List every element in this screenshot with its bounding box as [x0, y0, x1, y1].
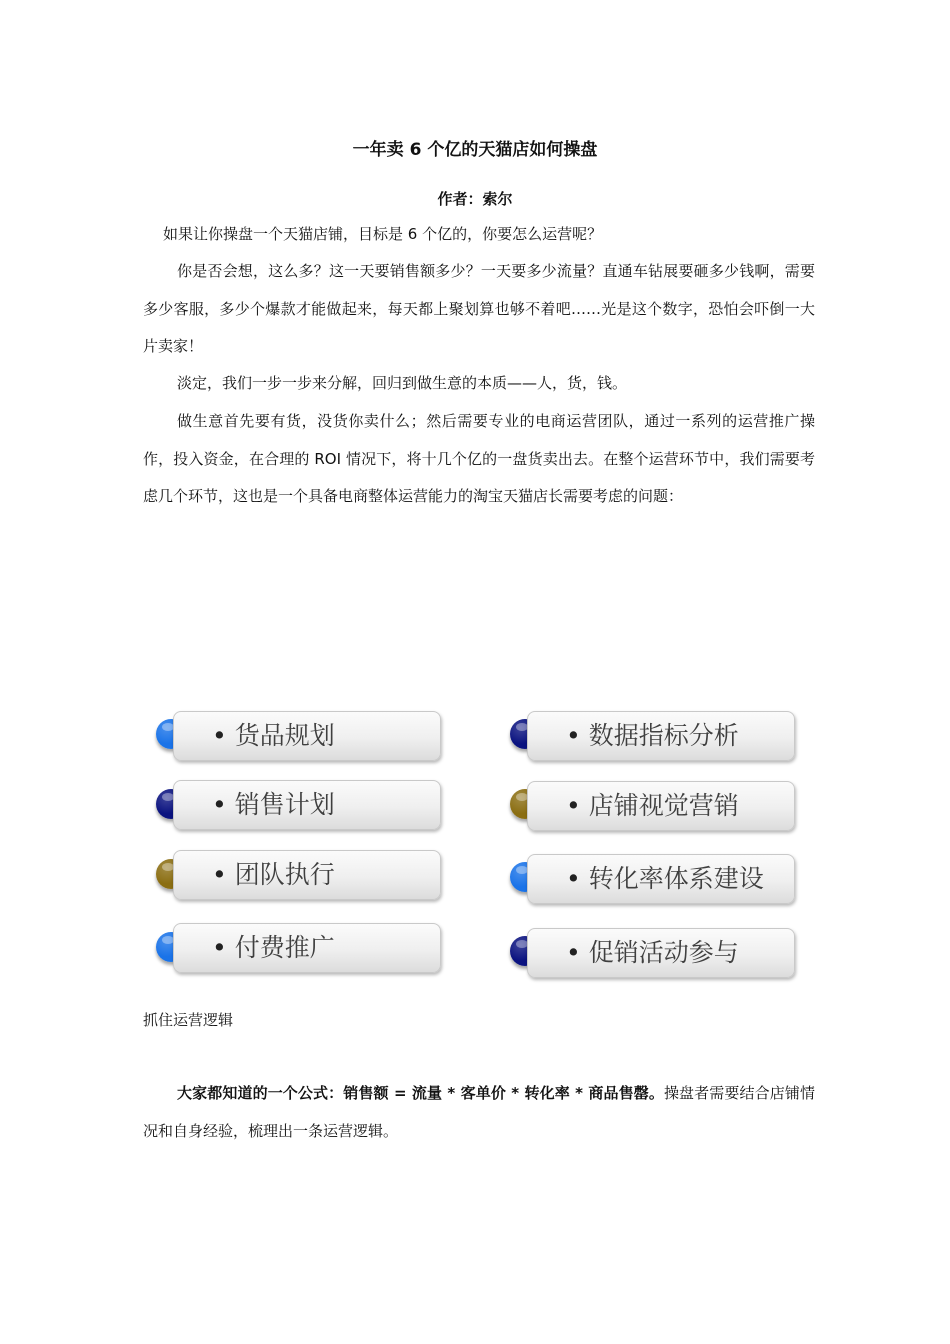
bullet-icon: • [212, 790, 227, 819]
formula-bold-text: 大家都知道的一个公式：销售额 = 流量 * 客单价 * 转化率 * 商品售罄。 [177, 1084, 664, 1102]
paragraph-process: 做生意首先要有货，没货你卖什么；然后需要专业的电商运营团队，通过一系列的运营推广操作，投入资金，在合理的 ROI 情况下，将十几个亿的一盘货卖出去。在整个运营环节中，我们需要考虑几个环节，这也是一个具备电商整体运营能力的淘宝天猫店长需要考虑的问题： [143, 412, 815, 505]
bullet-icon: • [566, 938, 581, 967]
right-item-3-box [527, 928, 795, 978]
bullet-icon: • [212, 933, 227, 962]
paragraph-intro: 如果让你操盘一个天猫店铺，目标是 6 个亿的，你要怎么运营呢？ [163, 225, 603, 243]
bullet-icon: • [212, 860, 227, 889]
right-item-0-box [527, 711, 795, 761]
operations-factors-graphic [148, 700, 808, 990]
right-item-1-box [527, 781, 795, 831]
formula-rest-text: 操盘者需要结合店铺情况和自身经验，梳理出一条运营逻辑。 [143, 1084, 815, 1140]
right-item-0-label: • 数据指标分析 [566, 721, 739, 750]
left-item-2-box [173, 850, 441, 900]
left-item-3-label: • 付费推广 [212, 933, 335, 962]
bullet-icon: • [212, 721, 227, 750]
left-item-3-box [173, 923, 441, 973]
document-author: 作者：索尔 [437, 190, 513, 208]
left-item-0-label: • 货品规划 [212, 721, 335, 750]
left-item-0-box [173, 711, 441, 761]
graphic-caption: 抓住运营逻辑 [143, 1011, 234, 1029]
paragraph-essence: 淡定，我们一步一步来分解，回归到做生意的本质——人，货，钱。 [177, 374, 628, 392]
right-item-3-label: • 促销活动参与 [566, 938, 739, 967]
right-item-2-box [527, 854, 795, 904]
paragraph-formula [143, 1075, 815, 1150]
right-item-2-label: • 转化率体系建设 [566, 864, 764, 893]
left-item-2-label: • 团队执行 [212, 860, 335, 889]
paragraph-questions: 你是否会想，这么多？这一天要销售额多少？一天要多少流量？直通车钻展要砸多少钱啊，需要多少客服，多少个爆款才能做起来，每天都上聚划算也够不着吧……光是这个数字，恐怕会吓倒一大片卖家！ [143, 262, 815, 355]
left-item-1-box [173, 780, 441, 830]
bullet-icon: • [566, 864, 581, 893]
right-item-1-label: • 店铺视觉营销 [566, 791, 739, 820]
document-title: 一年卖 6 个亿的天猫店如何操盘 [352, 140, 598, 160]
left-item-1-label: • 销售计划 [212, 790, 335, 819]
bullet-icon: • [566, 791, 581, 820]
bullet-icon: • [566, 721, 581, 750]
